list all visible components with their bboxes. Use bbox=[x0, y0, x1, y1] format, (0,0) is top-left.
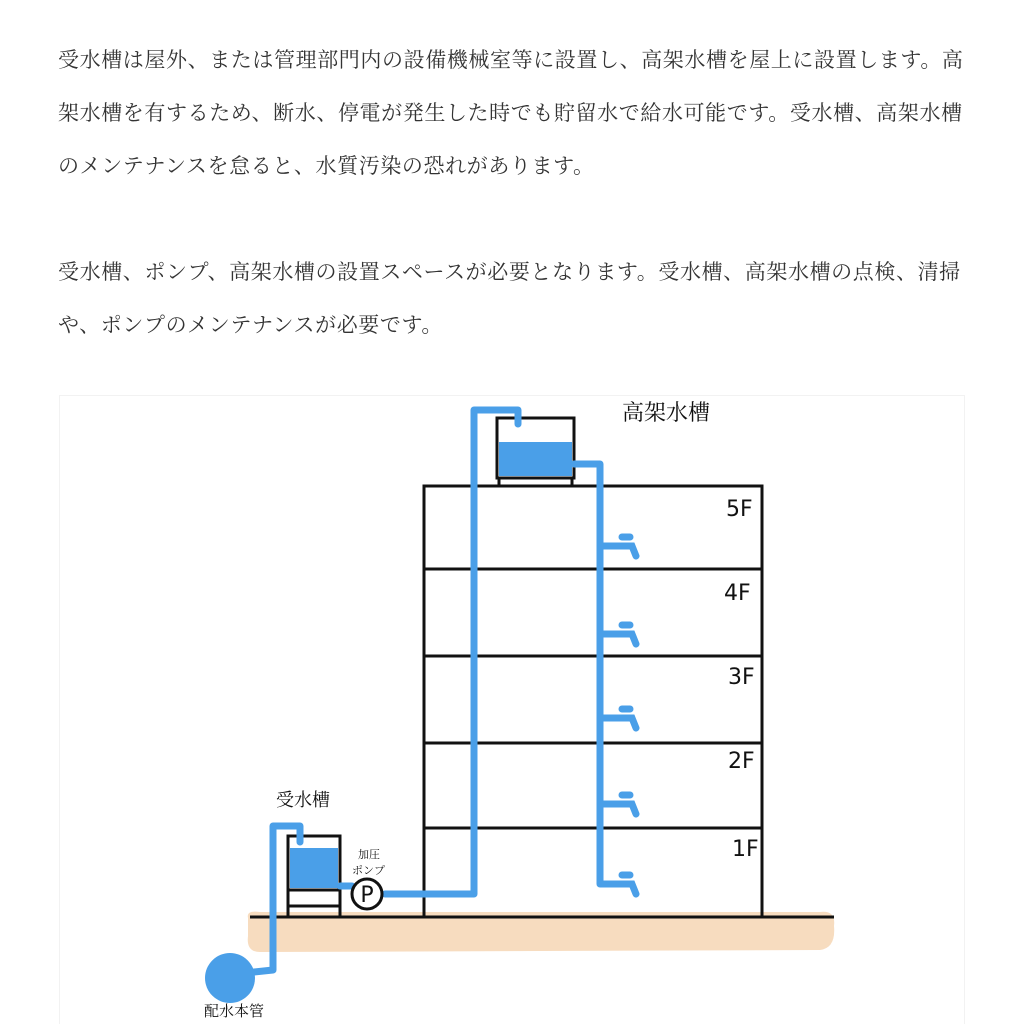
water-supply-diagram bbox=[60, 396, 964, 1024]
faucet-3f bbox=[622, 709, 636, 728]
floor-label-1f: 1F bbox=[732, 837, 759, 862]
pump-symbol: P bbox=[360, 883, 374, 908]
faucet-1f bbox=[622, 875, 636, 894]
elevated-tank-label: 高架水槽 bbox=[622, 401, 711, 426]
pump-label-line2: ポンプ bbox=[352, 864, 385, 877]
faucet-2f bbox=[622, 795, 636, 814]
pump-label-line1: 加圧 bbox=[358, 848, 380, 861]
faucet-4f bbox=[622, 625, 636, 644]
water-main bbox=[205, 953, 255, 1003]
article-body bbox=[58, 34, 970, 352]
faucet-5f bbox=[622, 537, 636, 556]
diagram-svg bbox=[60, 396, 964, 1024]
receiving-water-tank bbox=[288, 836, 340, 917]
receiving-tank-label: 受水槽 bbox=[276, 790, 330, 811]
floor-label-5f: 5F bbox=[726, 497, 753, 522]
floor-label-3f: 3F bbox=[728, 665, 755, 690]
elevated-water-tank bbox=[497, 418, 574, 486]
paragraph-2: 受水槽、ポンプ、高架水槽の設置スペースが必要となります。受水槽、高架水槽の点検、清掃や、ポンプのメンテナンスが必要です。 bbox=[58, 260, 961, 337]
floor-label-2f: 2F bbox=[728, 749, 755, 774]
booster-pump bbox=[352, 879, 382, 909]
water-main-label: 配水本管 bbox=[204, 1002, 265, 1020]
floor-label-4f: 4F bbox=[724, 581, 751, 606]
faucets bbox=[622, 537, 636, 894]
paragraph-1: 受水槽は屋外、または管理部門内の設備機械室等に設置し、高架水槽を屋上に設置します。高架水槽を有するため、断水、停電が発生した時でも貯留水で給水可能です。受水槽、高架水槽のメンテナンスを怠ると、水質汚染の恐れがあります。 bbox=[58, 48, 964, 178]
